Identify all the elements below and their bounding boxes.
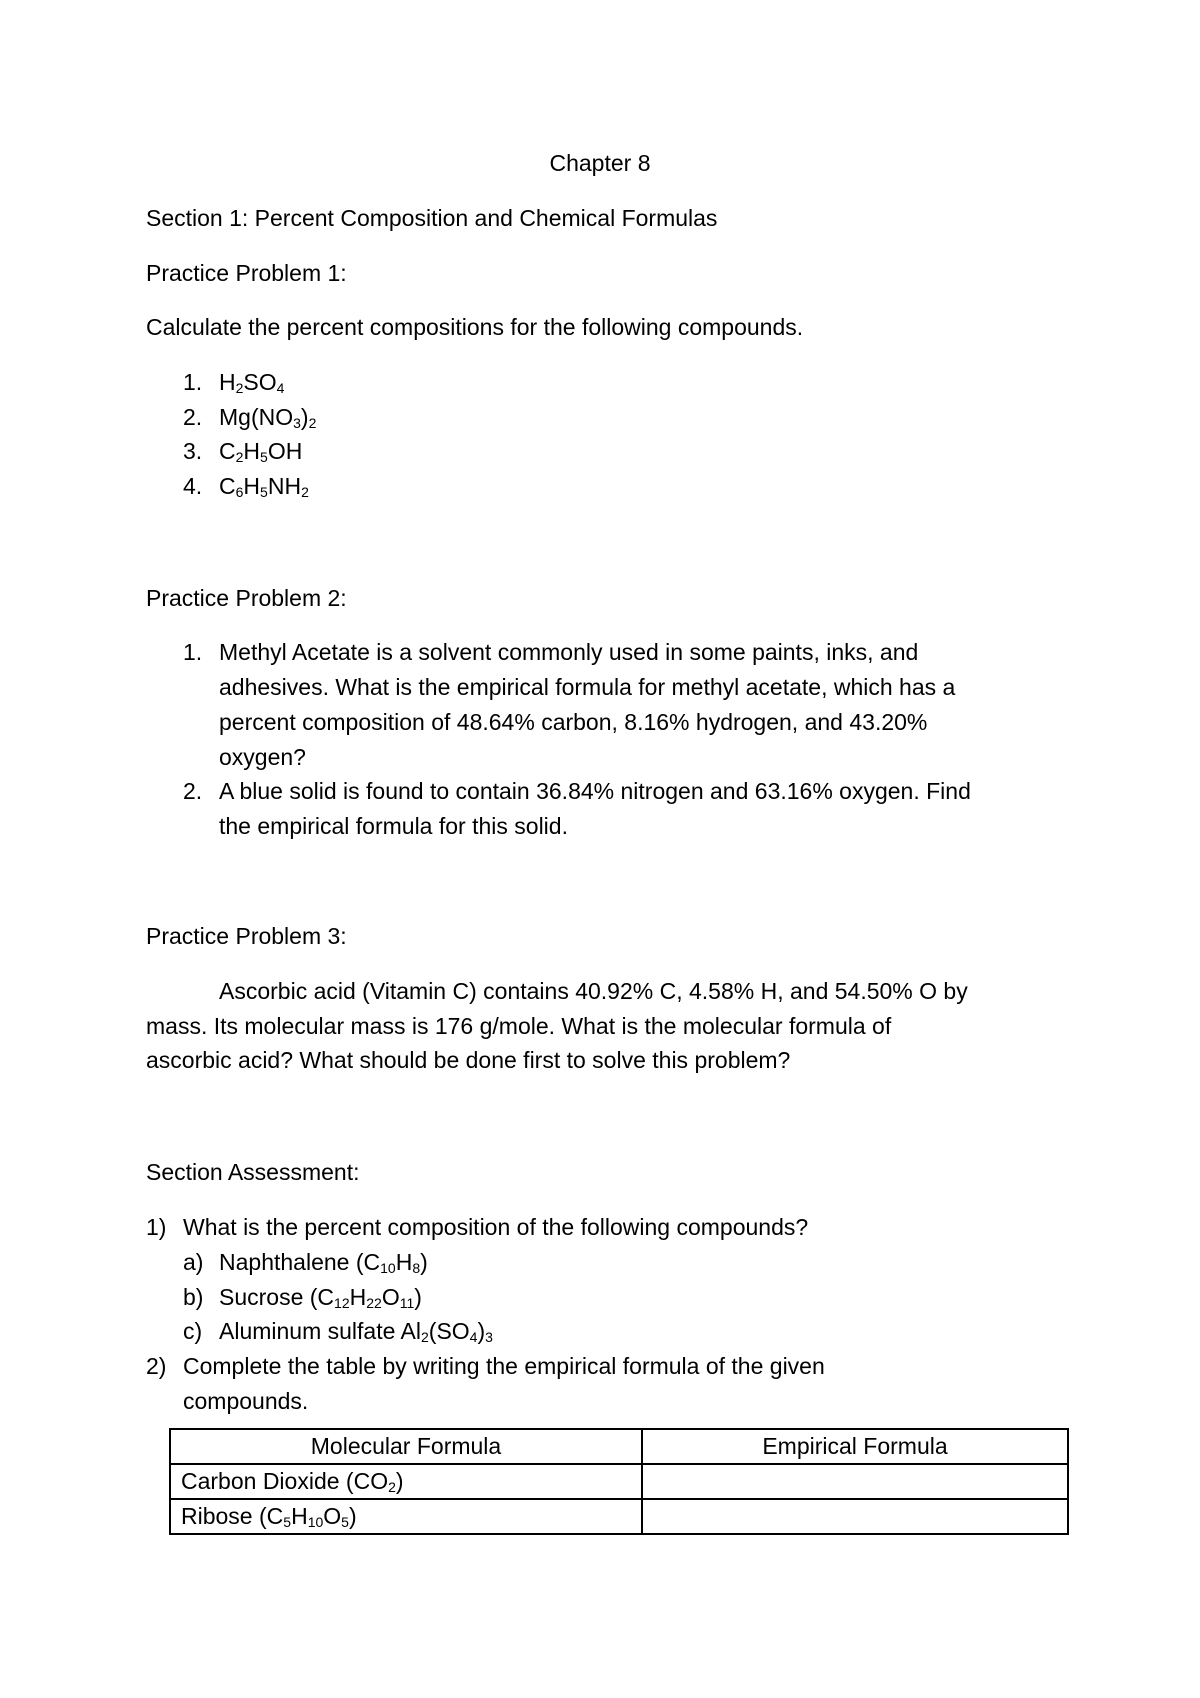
assessment-question-number: 2) [146, 1353, 167, 1379]
assessment-q2-line: Complete the table by writing the empirical formula of the given [183, 1353, 825, 1379]
problem2-item1-line: adhesives. What is the empirical formula for methyl acetate, which has a [219, 674, 956, 700]
chapter-title: Chapter 8 [549, 150, 651, 176]
problem2-item-number: 2. [183, 778, 203, 804]
assessment-heading: Section Assessment: [146, 1159, 360, 1185]
problem3-line: mass. Its molecular mass is 176 g/mole. What is the molecular formula of [146, 1013, 892, 1039]
problem2-item1-line: oxygen? [219, 744, 306, 770]
table-cell-molecular: Ribose $(C_5H_{10}O_5)$ [170, 1499, 642, 1534]
problem2-item2-line: A blue solid is found to contain 36.84% nitrogen and 63.16% oxygen. Find [219, 778, 971, 804]
table-row [170, 1499, 1068, 1534]
assessment-question-number: 1) [146, 1214, 167, 1240]
problem1-formula-c2h5oh: $C_2H_5OH$ [219, 438, 303, 465]
section-title: Section 1: Percent Composition and Chemical Formulas [146, 205, 718, 231]
table-header-molecular: Molecular Formula [170, 1429, 642, 1464]
problem1-item-number: 3. [183, 438, 203, 464]
problem2-item2-line: the empirical formula for this solid. [219, 813, 568, 839]
problem1-item-number: 1. [183, 369, 203, 395]
assessment-subitem-letter: c) [183, 1318, 203, 1344]
empirical-formula-table [169, 1428, 1069, 1535]
problem1-prompt: Calculate the percent compositions for the following compounds. [146, 314, 804, 340]
table-header-empirical: Empirical Formula [642, 1429, 1068, 1464]
table-row [170, 1464, 1068, 1499]
assessment-q2-line: compounds. [183, 1388, 309, 1414]
problem1-item-number: 4. [183, 473, 203, 499]
table-cell-molecular: Carbon Dioxide $(CO_2)$ [170, 1464, 642, 1499]
assessment-q1-text: What is the percent composition of the following compounds? [183, 1214, 809, 1240]
problem2-item-number: 1. [183, 639, 203, 665]
problem1-formula-c6h5nh2: $C_6H_5NH_2$ [219, 473, 309, 500]
problem2-item1-line: percent composition of 48.64% carbon, 8.16% hydrogen, and 43.20% [219, 709, 928, 735]
problem1-formula-mgno32: $Mg(NO_3)_2$ [219, 404, 317, 431]
assessment-subitem-letter: a) [183, 1249, 204, 1275]
problem2-heading: Practice Problem 2: [146, 585, 347, 611]
assessment-q1-aluminum-sulfate: Aluminum sulfate $Al_2(SO_4)_3$ [219, 1318, 493, 1345]
problem2-item1-line: Methyl Acetate is a solvent commonly used in some paints, inks, and [219, 639, 919, 665]
table-cell-empirical[interactable] [642, 1499, 1068, 1534]
problem1-heading: Practice Problem 1: [146, 260, 347, 286]
problem3-line: ascorbic acid? What should be done first to solve this problem? [146, 1047, 791, 1073]
assessment-q1-naphthalene: Naphthalene $(C_{10}H_8)$ [219, 1249, 428, 1276]
problem3-heading: Practice Problem 3: [146, 923, 347, 949]
problem3-line: Ascorbic acid (Vitamin C) contains 40.92% C, 4.58% H, and 54.50% O by [219, 978, 968, 1004]
assessment-subitem-letter: b) [183, 1284, 204, 1310]
table-cell-empirical[interactable] [642, 1464, 1068, 1499]
assessment-q1-sucrose: Sucrose $(C_{12}H_{22}O_{11})$ [219, 1284, 422, 1311]
problem1-formula-h2so4: $H_2SO_4$ [219, 369, 285, 396]
problem1-item-number: 2. [183, 404, 203, 430]
table-header-row [170, 1429, 1068, 1464]
